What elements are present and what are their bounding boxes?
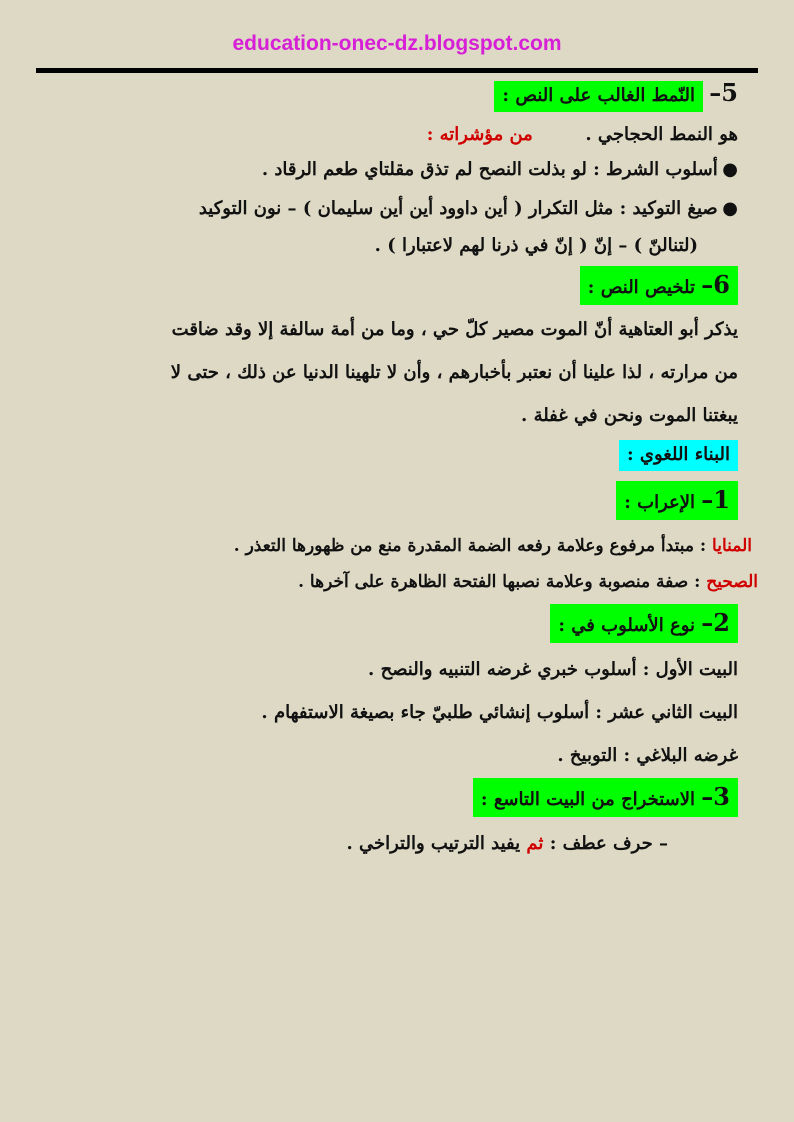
sub3-heading bbox=[40, 778, 738, 817]
section5-number: 5– bbox=[709, 78, 738, 107]
section6-number: 6– bbox=[701, 270, 730, 299]
sub2-title: نوع الأسلوب في : bbox=[558, 615, 696, 636]
style-line: البيت الأول : أسلوب خبري غرضه التنبيه والنصح . bbox=[368, 659, 738, 680]
section5-indicators-label: من مؤشراته : bbox=[426, 124, 533, 145]
section5-heading bbox=[40, 78, 738, 112]
sub3-number: 3– bbox=[701, 782, 730, 811]
extract-word: ثم bbox=[526, 833, 544, 854]
extract-suffix: يفيد الترتيب والتراخي . bbox=[346, 833, 527, 854]
parse-text: : صفة منصوبة وعلامة نصبها الفتحة الظاهرة على آخرها . bbox=[298, 572, 707, 592]
section5-statement: هو النمط الحجاجي . bbox=[585, 124, 738, 145]
parse-word: الصحيح bbox=[706, 572, 758, 592]
summary-line: يذكر أبو العتاهية أنّ الموت مصير كلّ حي ، وما من أمة سالفة إلا وقد ضاقت bbox=[171, 319, 738, 340]
section5-title: النّمط الغالب على النص : bbox=[494, 81, 703, 112]
section6-heading bbox=[40, 266, 738, 305]
sub1-title: الإعراب : bbox=[624, 492, 696, 513]
bullet-item: ● صيغ التوكيد : مثل التكرار ( أين داوود أين أين سليمان ) – نون التوكيد bbox=[198, 198, 738, 219]
sub1-number: 1– bbox=[701, 485, 730, 514]
bullet-text: أسلوب الشرط : لو بذلت النصح لم تذق مقلتاي طعم الرقاد . bbox=[261, 159, 718, 180]
summary-line: يبغتنا الموت ونحن في غفلة . bbox=[521, 405, 738, 426]
bullet-item: ● أسلوب الشرط : لو بذلت النصح لم تذق مقلتاي طعم الرقاد . bbox=[261, 159, 738, 180]
parse-item bbox=[40, 572, 758, 592]
parse-word: المنايا bbox=[712, 536, 752, 556]
sub3-title: الاستخراج من البيت التاسع : bbox=[480, 789, 696, 810]
extract-line bbox=[40, 833, 738, 854]
document-body bbox=[40, 78, 758, 854]
sub1-heading bbox=[40, 481, 738, 520]
sub2-heading bbox=[40, 604, 738, 643]
section6-title: تلخيص النص : bbox=[587, 277, 696, 298]
section5-statement-line bbox=[40, 124, 738, 145]
parse-item bbox=[40, 536, 752, 556]
parse-text: : مبتدأ مرفوع وعلامة رفعه الضمة المقدرة منع من ظهورها التعذر . bbox=[233, 536, 713, 556]
bullet-text: صيغ التوكيد : مثل التكرار ( أين داوود أين أين سليمان ) – نون التوكيد bbox=[198, 198, 718, 219]
style-line: غرضه البلاغي : التوبيخ . bbox=[557, 745, 738, 766]
summary-line: من مرارته ، لذا علينا أن نعتبر بأخبارهم ، وأن لا تلهينا الدنيا عن ذلك ، حتى لا bbox=[170, 362, 738, 383]
header-rule bbox=[36, 68, 758, 73]
lang-heading bbox=[40, 440, 738, 471]
style-line: البيت الثاني عشر : أسلوب إنشائي طلبيّ جاء بصيغة الاستفهام . bbox=[261, 702, 738, 723]
lang-title: البناء اللغوي : bbox=[619, 440, 738, 471]
bullet-continuation: (لتنالنّ ) – إنّ ( إنّ في ذرنا لهم لاعتبارا ) . bbox=[374, 235, 698, 256]
sub2-number: 2– bbox=[701, 608, 730, 637]
extract-prefix: – حرف عطف : bbox=[543, 833, 668, 854]
site-url[interactable]: education-onec-dz.blogspot.com bbox=[232, 32, 562, 55]
